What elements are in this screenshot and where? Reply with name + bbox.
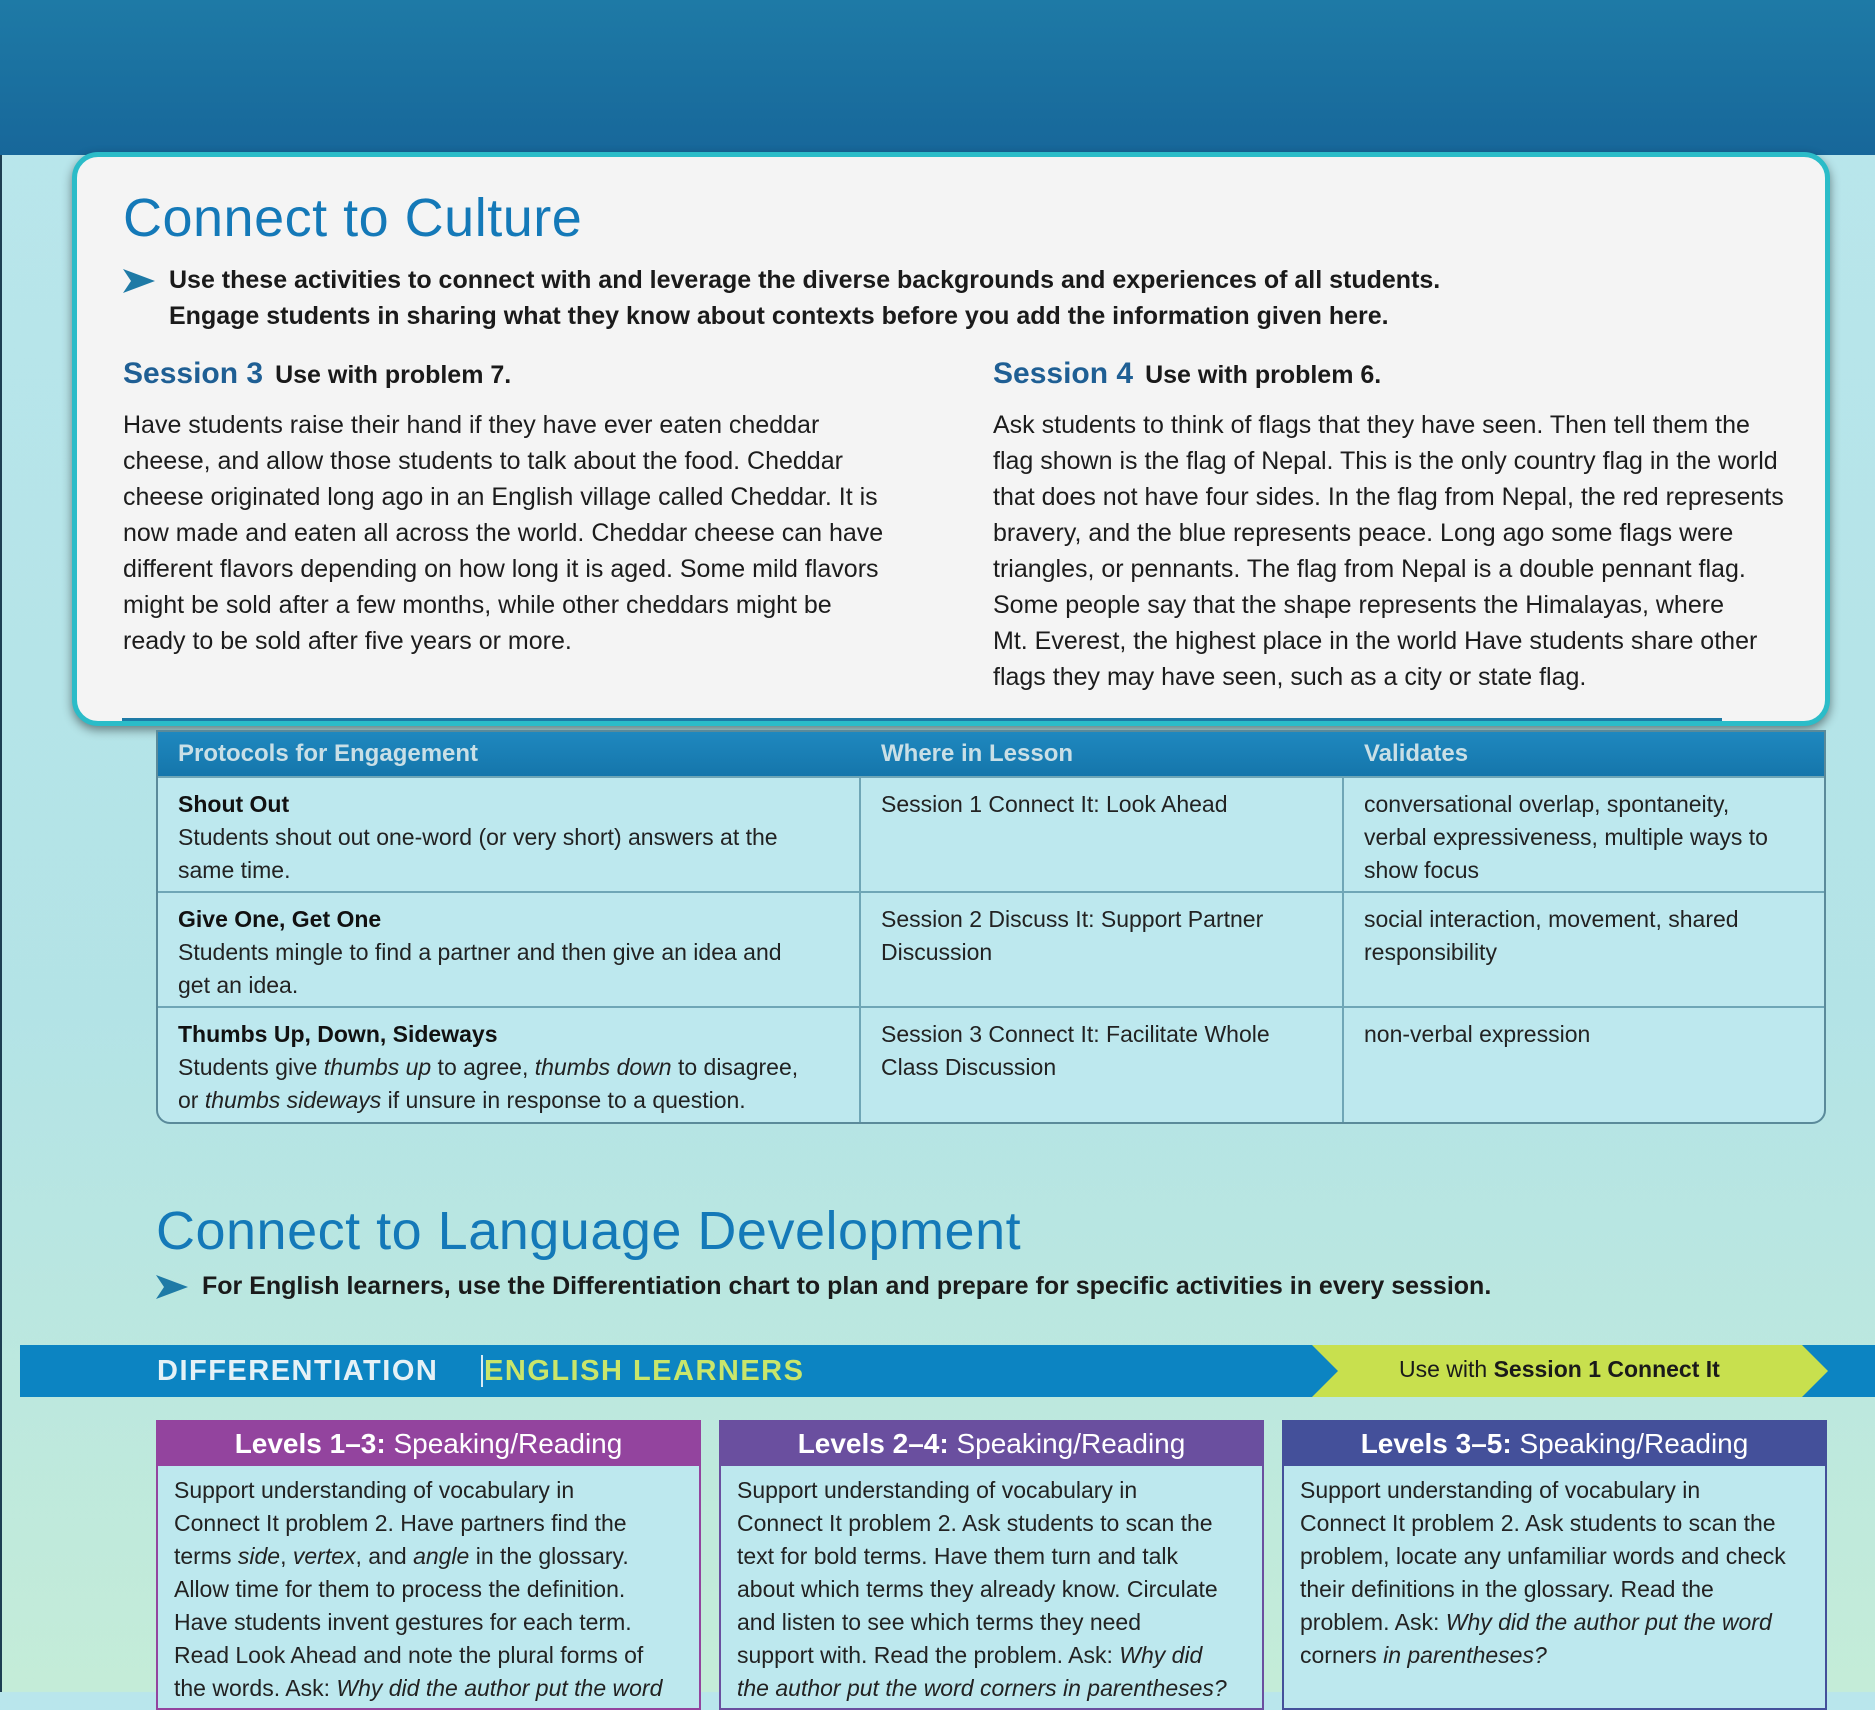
- level-text-line: , and: [355, 1543, 414, 1569]
- validates-text: social interaction, movement, shared: [1364, 906, 1739, 932]
- protocol-cell: [178, 1018, 798, 1117]
- arrow-bullet-icon: [156, 1275, 188, 1299]
- banner-separator: [481, 1355, 483, 1387]
- session4-line: Ask students to think of flags that they have seen. Then tell them the: [993, 411, 1750, 439]
- level-text-line: support with. Read the problem. Ask:: [737, 1642, 1120, 1668]
- level-skill: Speaking/Reading: [956, 1428, 1186, 1459]
- session4-line: triangles, or pennants. The flag from Nepal is a double pennant flag.: [993, 555, 1746, 583]
- question-emphasis: Why did: [1119, 1642, 1203, 1668]
- term-emphasis: side: [237, 1543, 281, 1569]
- protocol-desc-emphasis: thumbs up: [323, 1054, 432, 1080]
- session3-name: Session 3: [123, 357, 264, 390]
- column-divider: [1342, 1008, 1344, 1124]
- session-tag-label: [1399, 1356, 1720, 1383]
- table-row: [158, 776, 1824, 891]
- culture-intro-line-1: Use these activities to connect with and leverage the diverse backgrounds and experiences of all students.: [169, 266, 1441, 294]
- level-skill: Speaking/Reading: [1519, 1428, 1749, 1459]
- level-text-line: their definitions in the glossary. Read the: [1300, 1576, 1714, 1602]
- column-divider: [859, 1008, 861, 1124]
- column-divider: [859, 778, 861, 891]
- level-text-line: Support understanding of vocabulary in: [174, 1477, 575, 1503]
- protocol-name: Thumbs Up, Down, Sideways: [178, 1021, 498, 1047]
- level-box-text: [1284, 1466, 1825, 1672]
- protocols-table-header: [158, 732, 1824, 776]
- session4-line: flag shown is the flag of Nepal. This is the only country flag in the world: [993, 447, 1778, 475]
- level-box-text: [721, 1466, 1262, 1705]
- validates-text: responsibility: [1364, 939, 1497, 965]
- session4-line: Some people say that the shape represents the Himalayas, where: [993, 591, 1724, 619]
- session4-line: bravery, and the blue represents peace. Long ago some flags were: [993, 519, 1734, 547]
- level-box-header: [158, 1422, 699, 1466]
- top-banner: [0, 0, 1875, 155]
- session4-line: that does not have four sides. In the flag from Nepal, the red represents: [993, 483, 1784, 511]
- protocol-desc: to disagree,: [671, 1054, 799, 1080]
- protocol-desc: get an idea.: [178, 972, 299, 998]
- where-text: Discussion: [881, 939, 993, 965]
- english-learners-label: ENGLISH LEARNERS: [484, 1355, 805, 1387]
- level-text-line: Allow time for them to process the definition.: [174, 1576, 626, 1602]
- session3-heading: [123, 357, 511, 391]
- session3-line: might be sold after a few months, while other cheddars might be: [123, 591, 832, 619]
- culture-intro-line-2: Engage students in sharing what they know about contexts before you add the information given here.: [169, 302, 1389, 330]
- protocol-name: Give One, Get One: [178, 906, 382, 932]
- session3-line: cheese, and allow those students to talk about the food. Cheddar: [123, 447, 843, 475]
- level-skill: Speaking/Reading: [393, 1428, 623, 1459]
- question-emphasis: Why did the author put the word: [1445, 1609, 1772, 1635]
- protocol-desc-emphasis: thumbs sideways: [204, 1087, 382, 1113]
- validates-text: conversational overlap, spontaneity,: [1364, 791, 1730, 817]
- level-text-line: Connect It problem 2. Ask students to scan the: [1300, 1510, 1776, 1536]
- session4-line: flags they may have seen, such as a city or state flag.: [993, 663, 1587, 691]
- protocol-desc: to agree,: [431, 1054, 535, 1080]
- session3-line: Have students raise their hand if they have ever eaten cheddar: [123, 411, 820, 439]
- page-left-rule: [0, 0, 2, 1692]
- level-box-3: [1282, 1420, 1827, 1710]
- protocol-desc: Students shout out one-word (or very short) answers at the: [178, 824, 778, 850]
- session3-line: ready to be sold after five years or more.: [123, 627, 572, 655]
- header-validates: Validates: [1364, 740, 1469, 767]
- validates-cell: [1364, 788, 1768, 887]
- differentiation-label: DIFFERENTIATION: [157, 1355, 439, 1387]
- column-divider: [859, 893, 861, 1006]
- where-text: Session 1 Connect It: Look Ahead: [881, 791, 1228, 817]
- where-cell: [881, 903, 1263, 969]
- session3-text: [123, 407, 883, 659]
- where-cell: [881, 1018, 1270, 1084]
- session4-heading: [993, 357, 1381, 391]
- table-row: [158, 1006, 1824, 1124]
- level-text-line: and listen to see which terms they need: [737, 1609, 1142, 1635]
- level-text-line: ,: [280, 1543, 293, 1569]
- protocols-table: [156, 730, 1826, 1124]
- session3-line: cheese originated long ago in an English village called Cheddar. It is: [123, 483, 878, 511]
- level-text-line: in the glossary.: [469, 1543, 629, 1569]
- level-box-1: [156, 1420, 701, 1710]
- level-range: Levels 1–3:: [234, 1428, 386, 1459]
- protocol-desc: same time.: [178, 857, 291, 883]
- session3-problem: Use with problem 7.: [275, 361, 512, 389]
- validates-text: show focus: [1364, 857, 1480, 883]
- table-row: [158, 891, 1824, 1006]
- language-title: Connect to Language Development: [156, 1201, 1022, 1261]
- where-text: Session 2 Discuss It: Support Partner: [881, 906, 1264, 932]
- level-text-line: Connect It problem 2. Have partners find the: [174, 1510, 627, 1536]
- culture-title: Connect to Culture: [123, 188, 583, 248]
- question-emphasis: in parentheses?: [1376, 1642, 1547, 1668]
- protocol-cell: [178, 788, 778, 887]
- session3-line: different flavors depending on how long it is aged. Some mild flavors: [123, 555, 879, 583]
- level-text-line: problem. Ask:: [1300, 1609, 1446, 1635]
- language-intro: For English learners, use the Differentiation chart to plan and prepare for specific activities in every session.: [202, 1272, 1492, 1300]
- level-box-header: [1284, 1422, 1825, 1466]
- level-text-line: Read Look Ahead and note the plural forms of: [174, 1642, 644, 1668]
- culture-card: [72, 152, 1830, 726]
- validates-text: verbal expressiveness, multiple ways to: [1364, 824, 1768, 850]
- validates-cell: [1364, 1018, 1590, 1051]
- session4-line: Mt. Everest, the highest place in the world Have students share other: [993, 627, 1758, 655]
- level-text-line: terms: [174, 1543, 238, 1569]
- level-text-line: Have students invent gestures for each term.: [174, 1609, 632, 1635]
- card-divider: [122, 718, 1722, 721]
- where-text: Session 3 Connect It: Facilitate Whole: [881, 1021, 1270, 1047]
- arrow-bullet-icon: [123, 269, 155, 293]
- culture-intro: [169, 262, 1440, 334]
- level-text-line: Support understanding of vocabulary in: [1300, 1477, 1701, 1503]
- term-emphasis: angle: [413, 1543, 470, 1569]
- protocol-name: Shout Out: [178, 791, 290, 817]
- level-box-text: [158, 1466, 699, 1705]
- session3-line: now made and eaten all across the world. Cheddar cheese can have: [123, 519, 884, 547]
- header-protocols: Protocols for Engagement: [178, 740, 479, 767]
- level-text-line: Support understanding of vocabulary in: [737, 1477, 1138, 1503]
- protocol-cell: [178, 903, 782, 1002]
- level-text-line: corners: [1300, 1642, 1377, 1668]
- question-emphasis: the author put the word corners in parentheses?: [737, 1675, 1227, 1701]
- where-text: Class Discussion: [881, 1054, 1057, 1080]
- level-text-line: problem, locate any unfamiliar words and check: [1300, 1543, 1786, 1569]
- level-range: Levels 3–5:: [1360, 1428, 1512, 1459]
- column-divider: [1342, 778, 1344, 891]
- level-box-header: [721, 1422, 1262, 1466]
- session-tag-session: Session 1 Connect It: [1493, 1356, 1720, 1382]
- header-where: Where in Lesson: [881, 740, 1074, 767]
- session4-text: [993, 407, 1784, 695]
- session4-problem: Use with problem 6.: [1145, 361, 1382, 389]
- protocol-desc: Students mingle to find a partner and then give an idea and: [178, 939, 782, 965]
- level-box-2: [719, 1420, 1264, 1710]
- level-text-line: the words. Ask:: [174, 1675, 337, 1701]
- level-text-line: Connect It problem 2. Ask students to scan the: [737, 1510, 1213, 1536]
- level-range: Levels 2–4:: [797, 1428, 949, 1459]
- protocol-desc: Students give: [178, 1054, 324, 1080]
- level-text-line: text for bold terms. Have them turn and talk: [737, 1543, 1179, 1569]
- where-cell: [881, 788, 1228, 821]
- question-emphasis: Why did the author put the word: [336, 1675, 663, 1701]
- term-emphasis: vertex: [292, 1543, 356, 1569]
- protocol-desc-emphasis: thumbs down: [534, 1054, 672, 1080]
- session4-name: Session 4: [993, 357, 1134, 390]
- validates-text: non-verbal expression: [1364, 1021, 1591, 1047]
- session-tag-prefix: Use with: [1399, 1356, 1494, 1382]
- protocol-desc: or: [178, 1087, 205, 1113]
- protocol-desc: if unsure in response to a question.: [381, 1087, 746, 1113]
- validates-cell: [1364, 903, 1739, 969]
- level-text-line: about which terms they already know. Circulate: [737, 1576, 1218, 1602]
- column-divider: [1342, 893, 1344, 1006]
